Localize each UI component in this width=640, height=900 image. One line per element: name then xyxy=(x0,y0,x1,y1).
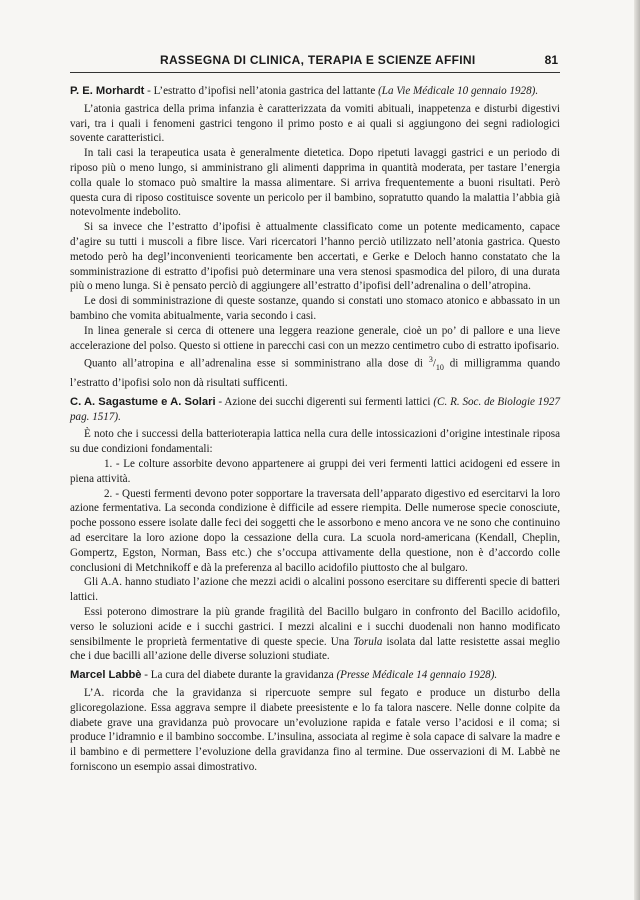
page-number: 81 xyxy=(544,53,558,67)
text-run: Quanto all’atropina e all’adrenalina esse si somministrano alla dose di xyxy=(84,358,429,371)
article-source: (La Vie Médicale 10 gennaio 1928). xyxy=(378,85,539,97)
list-item: 1. - Le colture assorbite devono appartenere ai gruppi dei veri fermenti lattici acidogeni ed essere in piena attività. xyxy=(70,458,560,485)
fraction-numerator: 3 xyxy=(428,355,433,365)
paragraph xyxy=(70,605,560,664)
article-heading xyxy=(70,668,560,683)
article-morhardt xyxy=(70,84,560,391)
text-run: Essi poterono dimostrare la più grande fragilità del Bacillo bulgaro in confronto del Bacillo acidofilo, verso le soluzioni acide e i succhi gastrici. I mezzi alcalini e i succhi duodenali non hanno modificato sensibilmente le proprietà fermentative di queste specie. Una xyxy=(70,606,560,648)
scan-edge-shadow xyxy=(634,0,640,900)
paragraph: L’A. ricorda che la gravidanza si ripercuote sempre sul fegato e produce un disturbo della glicoregolazione. Essa aggrava sempre il diabete preesistente e lo fa talora nascere. Nelle donne colpite da diabete grave una gravidanza può provocare un’evoluzione rapida e fatale verso l’acidosi e il coma; si produce l’idramnio e il bambino soccombe. L’insulina, associata al regime è sola capace di salvare la madre e il bambino e di permettere l’evoluzione della gravidanza fino al termine. Due osservazioni di M. Labbè ne forniscono un esempio assai dimostrativo. xyxy=(70,686,560,773)
paragraph: In linea generale si cerca di ottenere una leggera reazione generale, cioè un po’ di pallore e una lieve accelerazione del polso. Questo si ottiene in parecchi casi con un mezzo centimetro cubo di estratto ipofisario. xyxy=(70,324,560,352)
paragraph: Si sa invece che l’estratto d’ipofisi è attualmente classificato come un potente medicamento, capace d’agire su tutti i muscoli a fibre lisce. Vari ricercatori l’hanno perciò utilizzato nell’atonia gastrica. Questo metodo però ha degl’inconvenienti teoricamente ben accertati, e Gerke e Deloch hanno constatato che la somministrazione di estratto d’ipofisi può determinare una vera stenosi spasmodica del piloro, di una durata più o meno lunga. Si è pensato perciò di aggiungere all’estratto d’ipofisi dell’adrenalina o dell’atropina. xyxy=(70,221,560,293)
fraction-denominator: 10 xyxy=(435,363,444,373)
text-run: di milligramma quando l’estratto d’ipofisi solo non dà risultati sufficenti. xyxy=(70,358,560,390)
article-title: - Azione dei succhi digerenti sui fermenti lattici xyxy=(215,395,434,408)
article-heading xyxy=(70,395,560,425)
article-heading xyxy=(70,84,560,99)
article-source: (C. R. Soc. de Biologie 1927 pag. 1517). xyxy=(70,395,560,423)
page-body xyxy=(70,84,560,779)
list-item: 2. - Questi fermenti devono poter sopportare la traversata dell’apparato digestivo ed esercitarvi la loro azione fermentativa. La seconda condizione è difficile ad essere riempita. Delle numerose specie conosciute, poche possono essere isolate dalle feci dei soggetti che le assorbono e meno ancora ve ne sono che continuino ad esercitare la loro azione dopo la cessazione della cura. La scuola nord-americana (Kendall, Cheplin, Gompertz, Egston, Norman, Bass etc.) che s’occupa attivamente della questione, non è d’accordo colle conclusioni di Metchnikoff e dà la preferenza al bacillo acidofilo piuttosto che al bulgaro. xyxy=(70,487,560,574)
article-labbe xyxy=(70,668,560,775)
article-author: Marcel Labbè xyxy=(70,669,142,682)
text-run: isolata dal latte resistette assai meglio che i due bacilli all’azione delle diverse soluzioni studiate. xyxy=(70,635,560,663)
paragraph: È noto che i successi della batterioterapia lattica nella cura delle intossicazioni d’origine intestinale riposa su due condizioni fondamentali: xyxy=(70,428,560,456)
running-title: RASSEGNA DI CLINICA, TERAPIA E SCIENZE AFFINI xyxy=(160,53,476,67)
article-author: C. A. Sagastume e A. Solari xyxy=(70,395,216,408)
article-author: P. E. Morhardt xyxy=(70,85,145,97)
paragraph: L’atonia gastrica della prima infanzia è caratterizzata da vomiti abituali, inappetenza e disturbi digestivi vari, tra i quali i fenomeni gastrici tengono il primo posto e ai quali si aggiungono dei segni radiologici sovente caratteristici. xyxy=(70,102,560,145)
page-header xyxy=(70,50,560,73)
italic-term: Torula xyxy=(353,635,383,648)
article-title: - L’estratto d’ipofisi nell’atonia gastrica del lattante xyxy=(144,85,379,97)
article-sagastume-solari xyxy=(70,395,560,664)
article-source: (Presse Médicale 14 gennaio 1928). xyxy=(336,669,498,682)
article-title: - La cura del diabete durante la gravidanza xyxy=(141,669,337,682)
paragraph: In tali casi la terapeutica usata è generalmente dietetica. Dopo ripetuti lavaggi gastrici e un periodo di riposo più o meno lungo, si amministrano gli alimenti dapprima in quantità moderata, per tastare l’energia colla quale lo stomaco può smaltire la massa alimentare. Si arriva frequentemente a buoni risultati. Però questa cura di riposo costituisce sovente un pericolo per il bambino, sopratutto quando la malattia l’abbia già notevolmente indebolito. xyxy=(70,147,560,219)
paragraph: Le dosi di somministrazione di queste sostanze, quando si constati uno stomaco atonico e abbassato in un bambino che vomita abitualmente, varia secondo i casi. xyxy=(70,295,560,322)
paragraph: Gli A.A. hanno studiato l’azione che mezzi acidi o alcalini possono esercitare su differenti specie di batteri lattici. xyxy=(70,576,560,604)
paragraph: Quanto all’atropina e all’adrenalina esse si somministrano alla dose di $^3/_{10}$ di milligramma quando l’estratto d’ipofisi solo non dà risultati sufficenti. xyxy=(70,355,560,390)
